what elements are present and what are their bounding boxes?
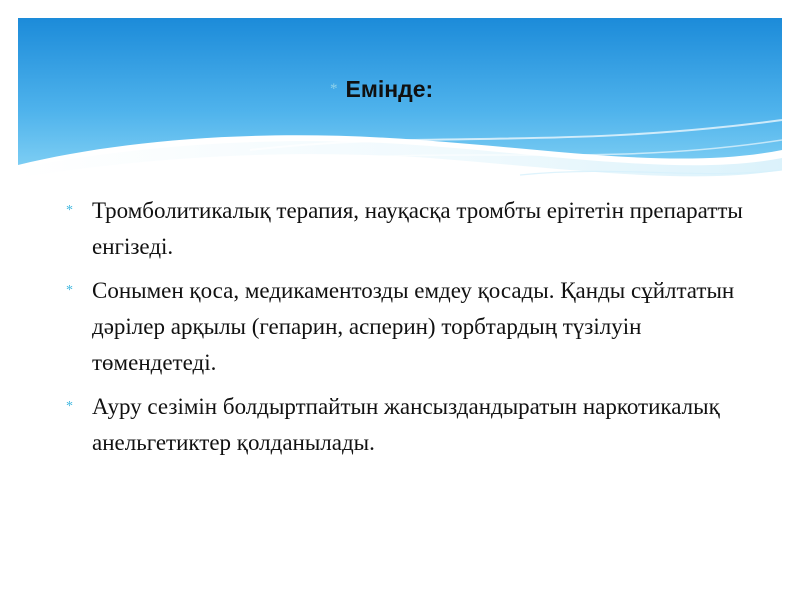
bullet-item — [66, 389, 756, 461]
bullet-icon: * — [66, 283, 73, 298]
slide-title-row — [330, 76, 433, 103]
slide-title: Емінде: — [345, 76, 434, 102]
bullet-icon: * — [66, 203, 73, 218]
title-bullet-icon: * — [330, 81, 338, 97]
bullet-icon: * — [66, 399, 73, 414]
bullet-list — [66, 193, 756, 469]
bullet-text: Ауру сезімін болдыртпайтын жансыздандыратын наркотикалық анельгетиктер қолданылады. — [92, 394, 720, 455]
bullet-item — [66, 273, 756, 381]
bullet-item — [66, 193, 756, 265]
bullet-text: Сонымен қоса, медикаментозды емдеу қосады. Қанды сұйлтатын дәрілер арқылы (гепарин, асперин) торбтардың түзілуін төмендетеді. — [92, 278, 735, 375]
bullet-text: Тромболитикалық терапия, науқасқа тромбты ерітетін препаратты енгізеді. — [92, 198, 743, 259]
